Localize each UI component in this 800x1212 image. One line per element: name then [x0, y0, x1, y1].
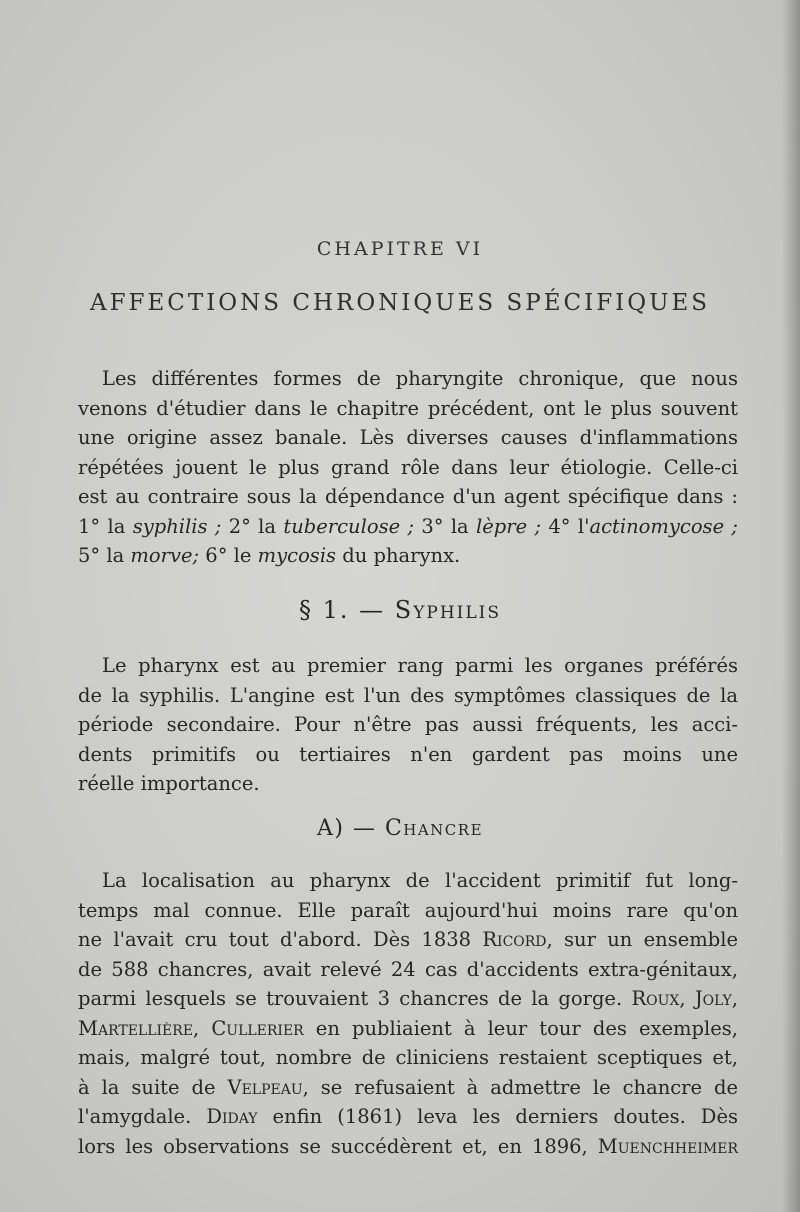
author-name: Diday — [206, 1105, 258, 1128]
chapter-title: AFFECTIONS CHRONIQUES SPÉCIFIQUES — [89, 290, 711, 316]
text-line: réelle importance. — [78, 772, 260, 795]
text-line: 5° la morve; 6° le mycosis du pharynx. — [78, 544, 461, 567]
text-line: répétées jouent le plus grand rôle dans leur étiologie. Celle-ci — [78, 455, 738, 479]
chapter-label: CHAPITRE VI — [316, 238, 484, 260]
text-line: mais, malgré tout, nombre de cliniciens restaient sceptiques et, — [78, 1046, 738, 1069]
text-line: une origine assez banale. Lès diverses causes d'inflammations — [78, 426, 738, 449]
author-name: Roux — [631, 987, 680, 1010]
text-line: est au contraire sous la dépendance d'un agent spécifique dans : — [78, 485, 738, 508]
text-line: parmi lesquels se trouvaient 3 chancres de la gorge. Roux, Joly, — [78, 987, 738, 1010]
section-heading — [0, 596, 800, 624]
syphilis-paragraph — [78, 651, 738, 799]
text-line: ne l'avait cru tout d'abord. Dès 1838 Ricord, sur un ensemble — [78, 928, 739, 951]
subsection-title: Chancre — [384, 816, 484, 841]
text-line: de 588 chancres, avait relevé 24 cas d'accidents extra-génitaux, — [78, 957, 738, 981]
text-line: La localisation au pharynx de l'accident primitif fut long- — [102, 869, 738, 892]
text-line: temps mal connue. Elle paraît aujourd'hui moins rare qu'on — [78, 898, 738, 922]
author-name: Martellière — [78, 1016, 194, 1040]
chancre-paragraph — [78, 866, 738, 1161]
text-line: dents primitifs ou tertiaires n'en gardent pas moins une — [78, 742, 738, 766]
section-title: Syphilis — [394, 596, 502, 624]
author-name: Ricord — [482, 928, 547, 951]
text-line: l'amygdale. Diday enfin (1861) leva les derniers doutes. Dès — [78, 1105, 738, 1128]
intro-paragraph — [78, 364, 738, 571]
text-line: à la suite de Velpeau, se refusaient à admettre le chancre de — [78, 1075, 739, 1099]
author-name: Joly — [694, 987, 732, 1010]
subsection-heading — [0, 816, 800, 841]
author-name: Cullerier — [211, 1016, 304, 1040]
author-name: Velpeau — [227, 1075, 303, 1099]
text-line: 1° la syphilis ; 2° la tuberculose ; 3° la lèpre ; 4° l'actinomycose ; — [78, 514, 738, 538]
text-line: Les différentes formes de pharyngite chronique, que nous — [102, 367, 738, 390]
text-line: période secondaire. Pour n'être pas aussi fréquents, les acci- — [78, 713, 738, 736]
text-line: venons d'étudier dans le chapitre précédent, ont le plus souvent — [78, 396, 738, 420]
subsection-letter: A) — — [316, 816, 377, 841]
text-line: Le pharynx est au premier rang parmi les organes préférés — [102, 654, 738, 677]
author-name: Muenchheimer — [597, 1134, 738, 1158]
section-number: § 1. — — [298, 596, 386, 624]
text-line: lors les observations se succédèrent et, en 1896, Muenchheimer — [78, 1134, 738, 1158]
text-line: de la syphilis. L'angine est l'un des symptômes classiques de la — [78, 683, 738, 707]
text-line: Martellière, Cullerier en publiaient à leur tour des exemples, — [78, 1016, 738, 1040]
